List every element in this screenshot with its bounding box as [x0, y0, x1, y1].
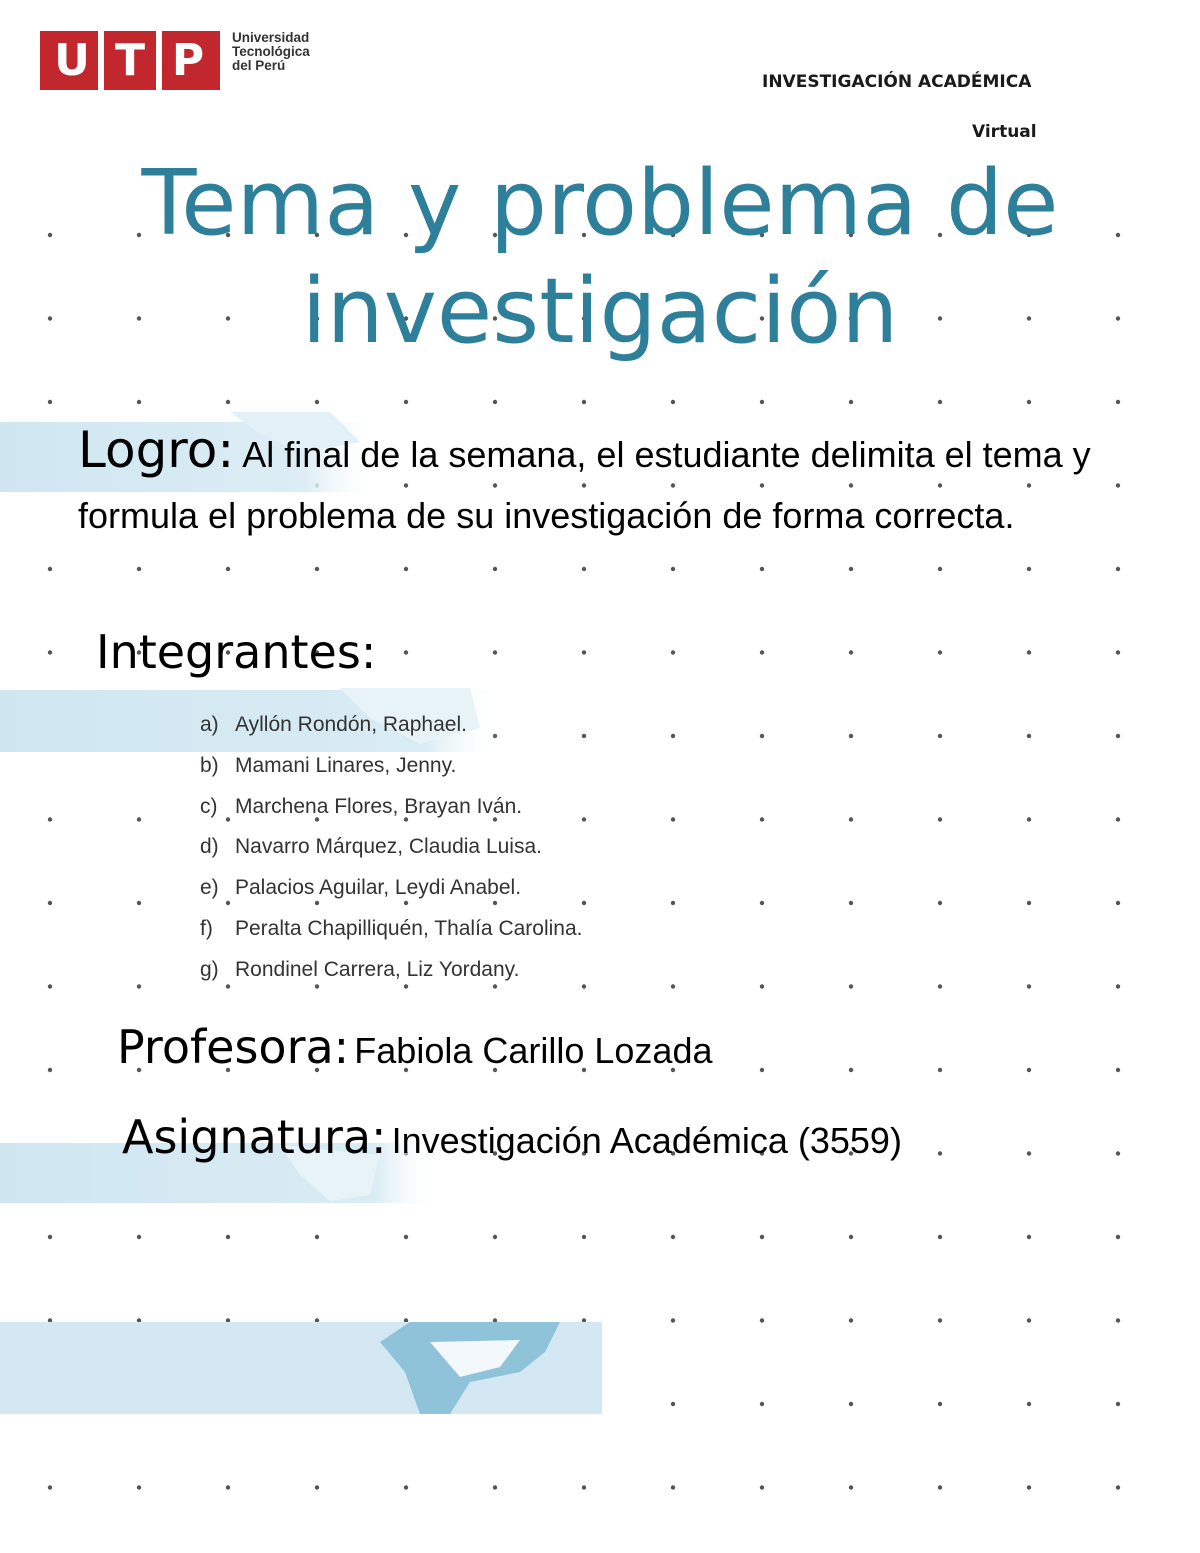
list-item — [200, 911, 582, 952]
logo-mark — [40, 31, 220, 90]
grid-dot — [849, 901, 853, 905]
grid-dot — [671, 400, 675, 404]
profesora-value: Fabiola Carillo Lozada — [354, 1030, 713, 1071]
grid-dot — [760, 650, 764, 654]
grid-dot — [1116, 1402, 1120, 1406]
grid-dot — [493, 650, 497, 654]
grid-dot — [404, 1485, 408, 1489]
list-marker: b) — [200, 753, 219, 777]
grid-dot — [1116, 901, 1120, 905]
grid-dot — [938, 817, 942, 821]
grid-dot — [760, 1068, 764, 1072]
asignatura-line — [122, 1110, 902, 1164]
logro-text: Al final de la semana, el estudiante delimita el tema y formula el problema de su investigación de forma correcta. — [78, 434, 1091, 536]
grid-dot — [938, 901, 942, 905]
grid-dot — [582, 400, 586, 404]
grid-dot — [938, 650, 942, 654]
grid-dot — [1116, 817, 1120, 821]
grid-dot — [760, 1318, 764, 1322]
grid-dot — [137, 1235, 141, 1239]
list-item — [200, 707, 582, 748]
grid-dot — [760, 817, 764, 821]
profesora-line — [117, 1020, 713, 1074]
utp-logo — [40, 31, 310, 90]
grid-dot — [137, 1485, 141, 1489]
logo-letter: T — [114, 35, 145, 86]
grid-dot — [48, 567, 52, 571]
grid-dot — [849, 650, 853, 654]
grid-dot — [315, 400, 319, 404]
grid-dot — [1027, 817, 1031, 821]
grid-dot — [849, 400, 853, 404]
grid-dot — [1116, 984, 1120, 988]
title-line: Tema y problema de — [141, 151, 1059, 256]
list-item — [200, 789, 582, 830]
list-marker: c) — [200, 794, 218, 818]
grid-dot — [671, 650, 675, 654]
grid-dot — [48, 817, 52, 821]
grid-dot — [849, 1068, 853, 1072]
grid-dot — [48, 1235, 52, 1239]
grid-dot — [1027, 1318, 1031, 1322]
grid-dot — [1027, 400, 1031, 404]
grid-dot — [137, 984, 141, 988]
grid-dot — [1027, 650, 1031, 654]
grid-dot — [493, 1235, 497, 1239]
list-item — [200, 952, 582, 993]
grid-dot — [137, 400, 141, 404]
grid-dot — [1116, 1068, 1120, 1072]
grid-dot — [404, 1235, 408, 1239]
grid-dot — [315, 567, 319, 571]
profesora-label: Profesora: — [117, 1020, 350, 1074]
grid-dot — [48, 901, 52, 905]
grid-dot — [226, 567, 230, 571]
grid-dot — [582, 1485, 586, 1489]
grid-dot — [404, 400, 408, 404]
member-name: Rondinel Carrera, Liz Yordany. — [235, 957, 520, 981]
grid-dot — [671, 1235, 675, 1239]
grid-dot — [1027, 1235, 1031, 1239]
grid-dot — [1116, 1318, 1120, 1322]
grid-dot — [938, 734, 942, 738]
logo-text-line: Universidad — [232, 29, 310, 45]
grid-dot — [849, 984, 853, 988]
grid-dot — [671, 817, 675, 821]
list-marker: d) — [200, 835, 219, 859]
grid-dot — [137, 817, 141, 821]
grid-dot — [1027, 1485, 1031, 1489]
grid-dot — [48, 650, 52, 654]
grid-dot — [404, 650, 408, 654]
grid-dot — [849, 1318, 853, 1322]
grid-dot — [938, 984, 942, 988]
list-item — [200, 829, 582, 870]
grid-dot — [1116, 400, 1120, 404]
member-name: Marchena Flores, Brayan Iván. — [235, 794, 523, 818]
grid-dot — [582, 650, 586, 654]
list-marker: f) — [200, 916, 213, 940]
list-item — [200, 870, 582, 911]
grid-dot — [760, 734, 764, 738]
grid-dot — [849, 1235, 853, 1239]
member-name: Peralta Chapilliquén, Thalía Carolina. — [235, 916, 583, 940]
member-name: Ayllón Rondón, Raphael. — [235, 713, 467, 736]
grid-dot — [760, 400, 764, 404]
grid-dot — [760, 1485, 764, 1489]
grid-dot — [48, 1068, 52, 1072]
grid-dot — [760, 901, 764, 905]
grid-dot — [760, 567, 764, 571]
grid-dot — [582, 567, 586, 571]
grid-dot — [760, 1402, 764, 1406]
grid-dot — [938, 1318, 942, 1322]
grid-dot — [938, 1235, 942, 1239]
title-line: investigación — [301, 259, 899, 364]
grid-dot — [938, 400, 942, 404]
members-list — [200, 707, 582, 993]
grid-dot — [1116, 734, 1120, 738]
grid-dot — [582, 1235, 586, 1239]
grid-dot — [849, 1402, 853, 1406]
grid-dot — [1027, 1068, 1031, 1072]
integrantes-heading: Integrantes: — [96, 625, 377, 679]
grid-dot — [849, 817, 853, 821]
grid-dot — [938, 1151, 942, 1155]
grid-dot — [1027, 734, 1031, 738]
grid-dot — [938, 1068, 942, 1072]
grid-dot — [48, 984, 52, 988]
grid-dot — [938, 1402, 942, 1406]
logo-text-line: del Perú — [232, 57, 286, 73]
grid-dot — [1027, 984, 1031, 988]
grid-dot — [1116, 1151, 1120, 1155]
grid-dot — [1116, 650, 1120, 654]
grid-dot — [137, 901, 141, 905]
grid-dot — [671, 984, 675, 988]
list-marker: g) — [200, 957, 219, 981]
member-name: Palacios Aguilar, Leydi Anabel. — [235, 876, 522, 900]
member-name: Navarro Márquez, Claudia Luisa. — [235, 835, 542, 859]
grid-dot — [1116, 1235, 1120, 1239]
logo-text-line: Tecnológica — [232, 43, 310, 59]
grid-dot — [1027, 901, 1031, 905]
grid-dot — [315, 1485, 319, 1489]
grid-dot — [760, 1235, 764, 1239]
grid-dot — [938, 567, 942, 571]
course-header: INVESTIGACIÓN ACADÉMICA — [762, 72, 1032, 92]
grid-dot — [493, 1485, 497, 1489]
map-band-decoration — [0, 1322, 602, 1414]
grid-dot — [760, 984, 764, 988]
grid-dot — [48, 1485, 52, 1489]
grid-dot — [938, 1485, 942, 1489]
logro-paragraph — [78, 420, 1178, 546]
grid-dot — [226, 400, 230, 404]
grid-dot — [671, 901, 675, 905]
grid-dot — [1027, 1402, 1031, 1406]
grid-dot — [493, 400, 497, 404]
asignatura-label: Asignatura: — [122, 1110, 387, 1164]
modality-label: Virtual — [972, 122, 1037, 142]
grid-dot — [1027, 1151, 1031, 1155]
logo-letter: P — [171, 35, 205, 86]
logo-letter: U — [54, 35, 90, 86]
grid-dot — [137, 567, 141, 571]
grid-dot — [671, 567, 675, 571]
grid-dot — [849, 567, 853, 571]
grid-dot — [671, 1402, 675, 1406]
grid-dot — [1027, 567, 1031, 571]
list-marker: a) — [200, 713, 219, 736]
logo-wordmark — [232, 31, 310, 73]
grid-dot — [671, 1485, 675, 1489]
logro-label: Logro: — [78, 421, 235, 479]
grid-dot — [849, 1485, 853, 1489]
grid-dot — [226, 1485, 230, 1489]
grid-dot — [849, 734, 853, 738]
asignatura-value: Investigación Académica (3559) — [391, 1120, 902, 1161]
grid-dot — [48, 400, 52, 404]
page-title — [0, 150, 1200, 366]
grid-dot — [671, 734, 675, 738]
grid-dot — [226, 1235, 230, 1239]
grid-dot — [493, 567, 497, 571]
grid-dot — [671, 1318, 675, 1322]
list-item — [200, 748, 582, 789]
grid-dot — [315, 1235, 319, 1239]
grid-dot — [1116, 1485, 1120, 1489]
grid-dot — [1116, 567, 1120, 571]
list-marker: e) — [200, 876, 219, 900]
grid-dot — [404, 567, 408, 571]
member-name: Mamani Linares, Jenny. — [235, 753, 457, 777]
